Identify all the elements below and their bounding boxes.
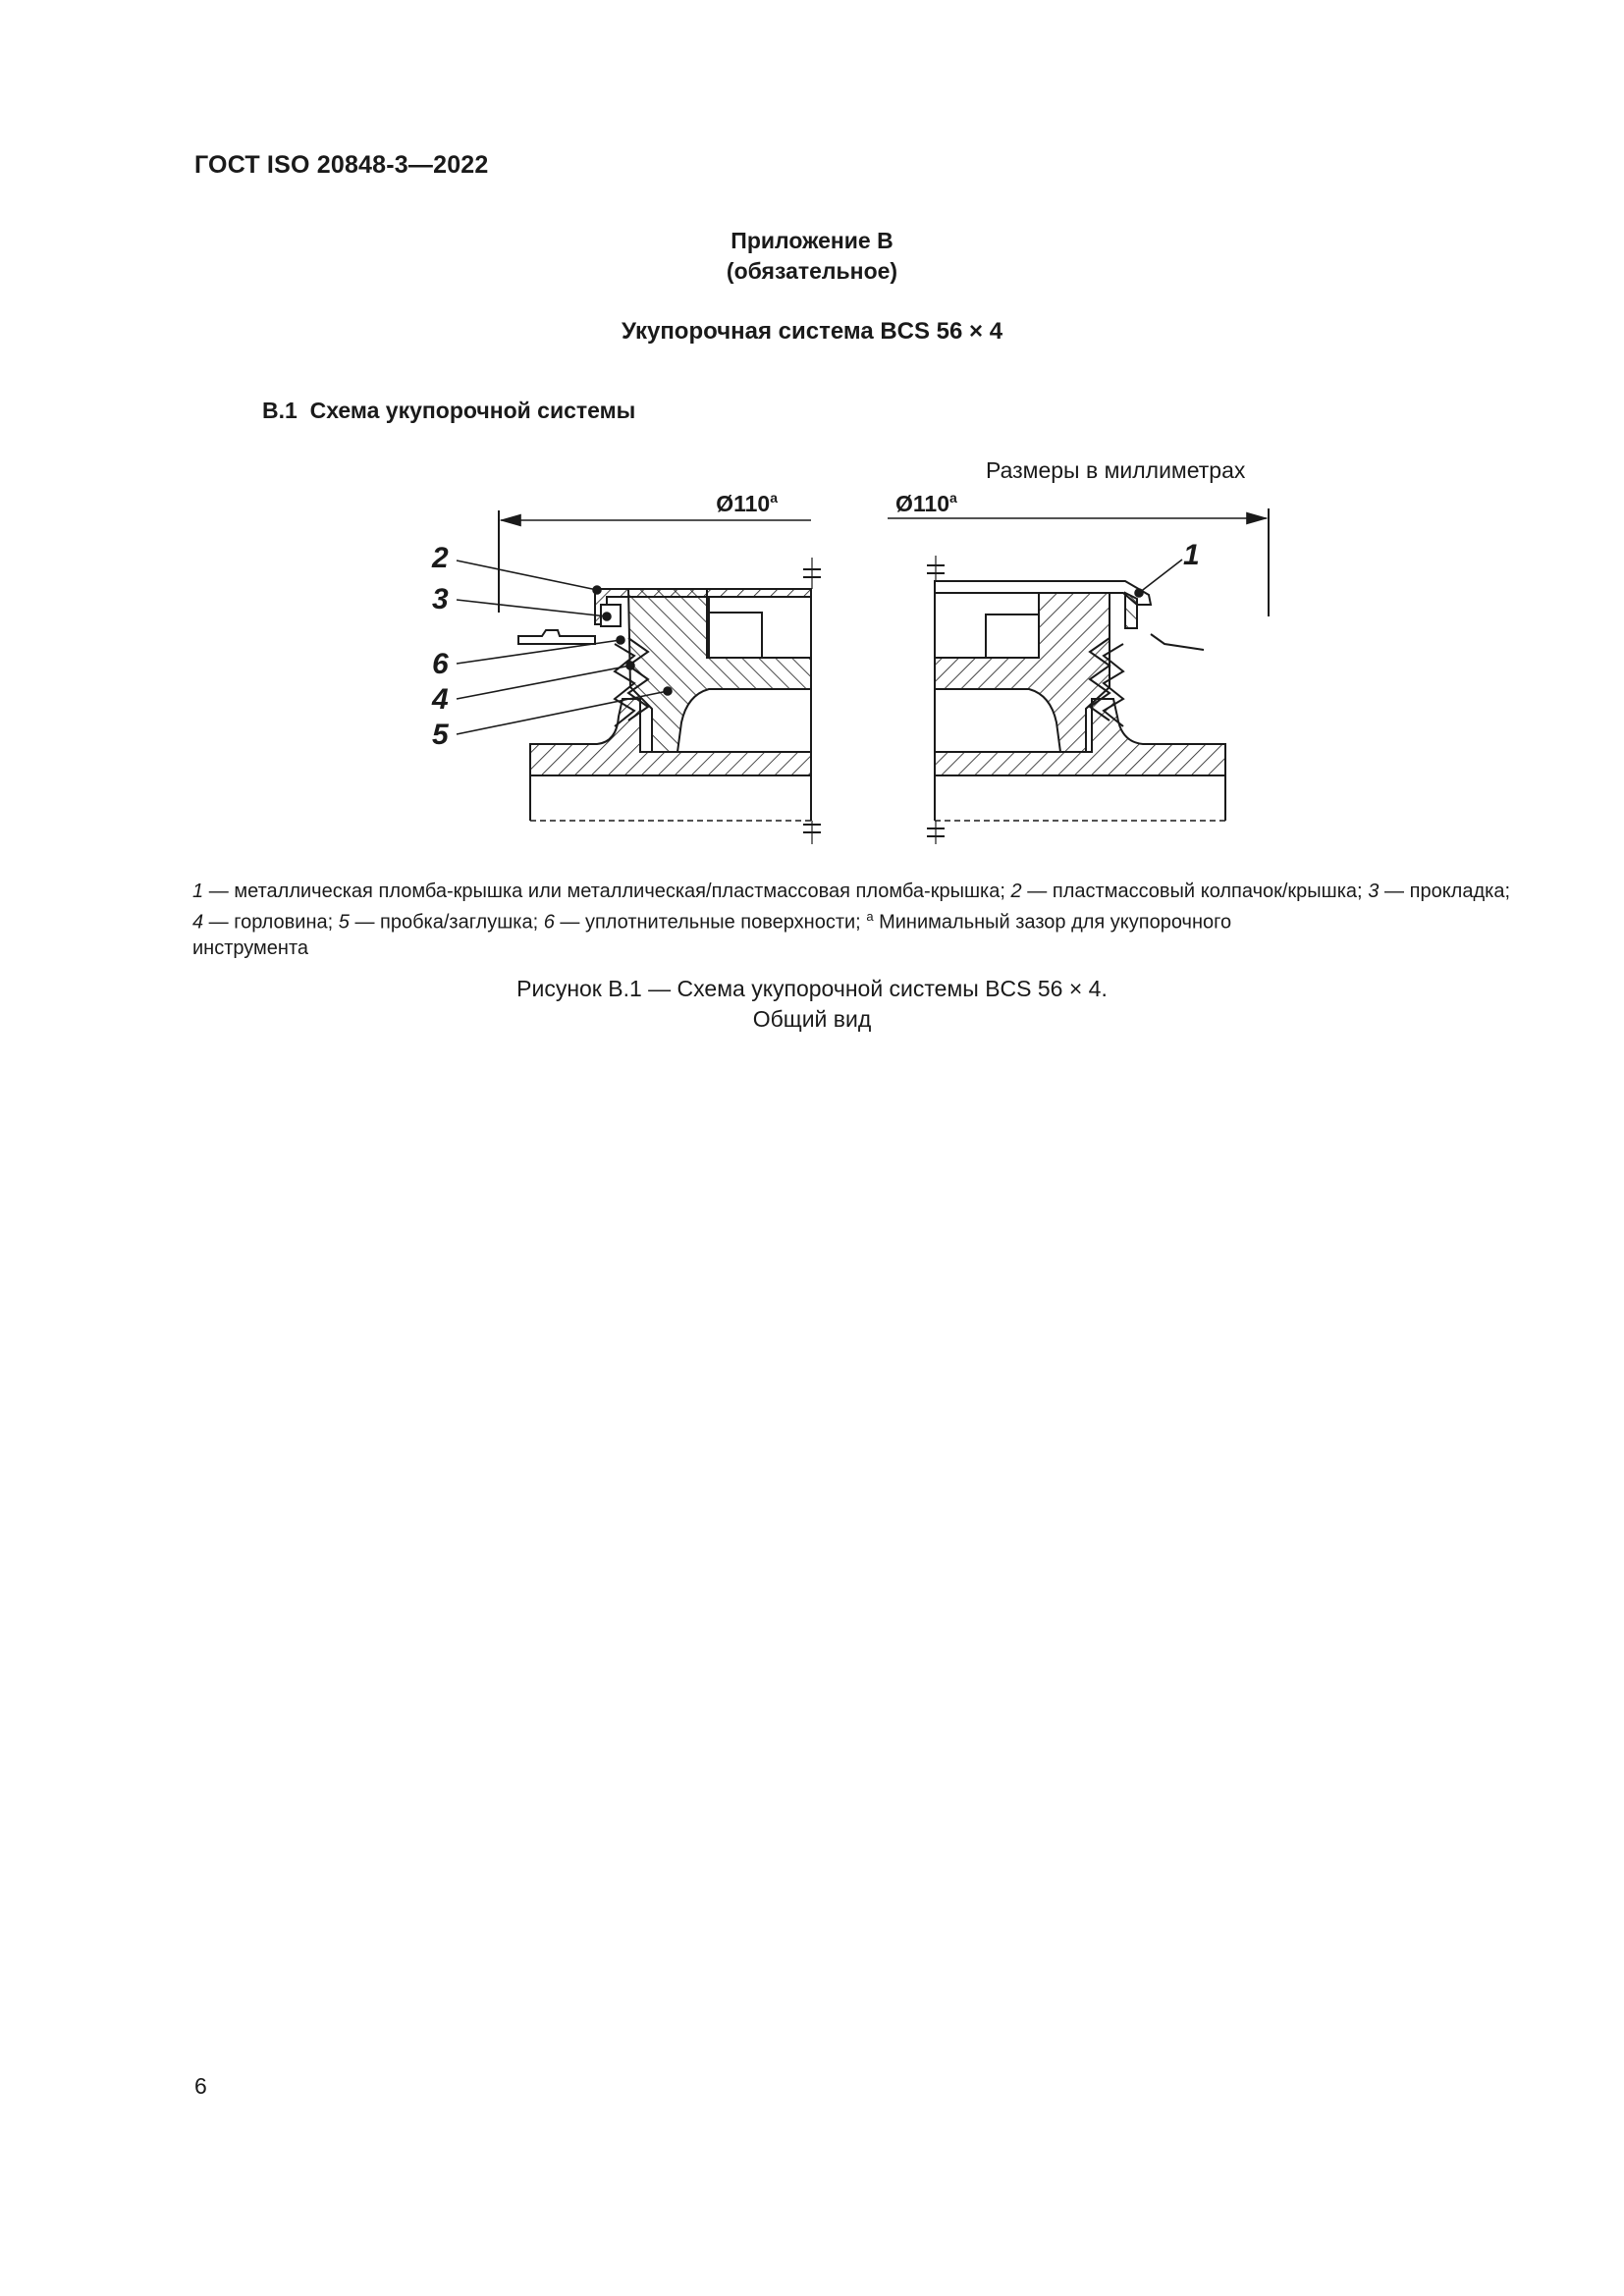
legend-footnote-mark: a bbox=[866, 909, 874, 924]
dimension-right-label: Ø110$^a$ bbox=[895, 490, 957, 516]
callout-1: 1 bbox=[1183, 539, 1200, 571]
legend-text-2: — пластмассовый колпачок/крышка; bbox=[1021, 881, 1363, 902]
legend-num-4: 4 bbox=[192, 911, 204, 934]
legend-num-6: 6 bbox=[543, 911, 555, 934]
legend-text-1: — металлическая пломба-крышка или металлическая/пластмассовая пломба-крышка; bbox=[203, 881, 1011, 902]
callout-5: 5 bbox=[432, 719, 449, 751]
annex-status: (обязательное) bbox=[726, 258, 898, 284]
legend-footnote-text: Минимальный зазор для укупорочного bbox=[873, 911, 1232, 934]
legend-text-5: — пробка/заглушка; bbox=[349, 911, 544, 934]
dimension-left-label: Ø110$^a$ bbox=[716, 490, 778, 516]
figure-legend bbox=[192, 879, 1510, 961]
callout-3: 3 bbox=[432, 583, 449, 615]
legend-text-4: — горловина; bbox=[203, 911, 339, 934]
document-header: ГОСТ ISO 20848-3—2022 bbox=[194, 151, 489, 179]
legend-num-5: 5 bbox=[338, 911, 350, 934]
dimensions-note: Размеры в миллиметрах bbox=[986, 457, 1246, 483]
annex-title: Приложение В bbox=[731, 228, 893, 253]
legend-num-3: 3 bbox=[1368, 881, 1380, 902]
right-section-view bbox=[927, 556, 1225, 844]
subsection-title: Схема укупорочной системы bbox=[309, 398, 636, 423]
legend-num-1: 1 bbox=[192, 881, 204, 902]
callout-6: 6 bbox=[432, 648, 449, 680]
left-section-view bbox=[518, 558, 821, 844]
callout-leader-right bbox=[1135, 560, 1182, 597]
legend-footnote-tail: инструмента bbox=[192, 936, 309, 959]
callout-4: 4 bbox=[432, 683, 449, 716]
section-title: Укупорочная система BCS 56 × 4 bbox=[621, 318, 1003, 345]
legend-num-2: 2 bbox=[1010, 881, 1022, 902]
caption-line-2: Общий вид bbox=[752, 1006, 872, 1032]
callout-2: 2 bbox=[432, 542, 449, 574]
page-number: 6 bbox=[194, 2073, 207, 2099]
caption-line-1: Рисунок В.1 — Схема укупорочной системы BCS 56 × 4. bbox=[516, 976, 1108, 1001]
closure-system-drawing bbox=[0, 0, 1624, 883]
figure-caption bbox=[0, 974, 1624, 1035]
legend-text-6: — уплотнительные поверхности; bbox=[554, 911, 867, 934]
legend-text-3: — прокладка; bbox=[1379, 881, 1510, 902]
subsection-number: В.1 bbox=[262, 398, 298, 423]
